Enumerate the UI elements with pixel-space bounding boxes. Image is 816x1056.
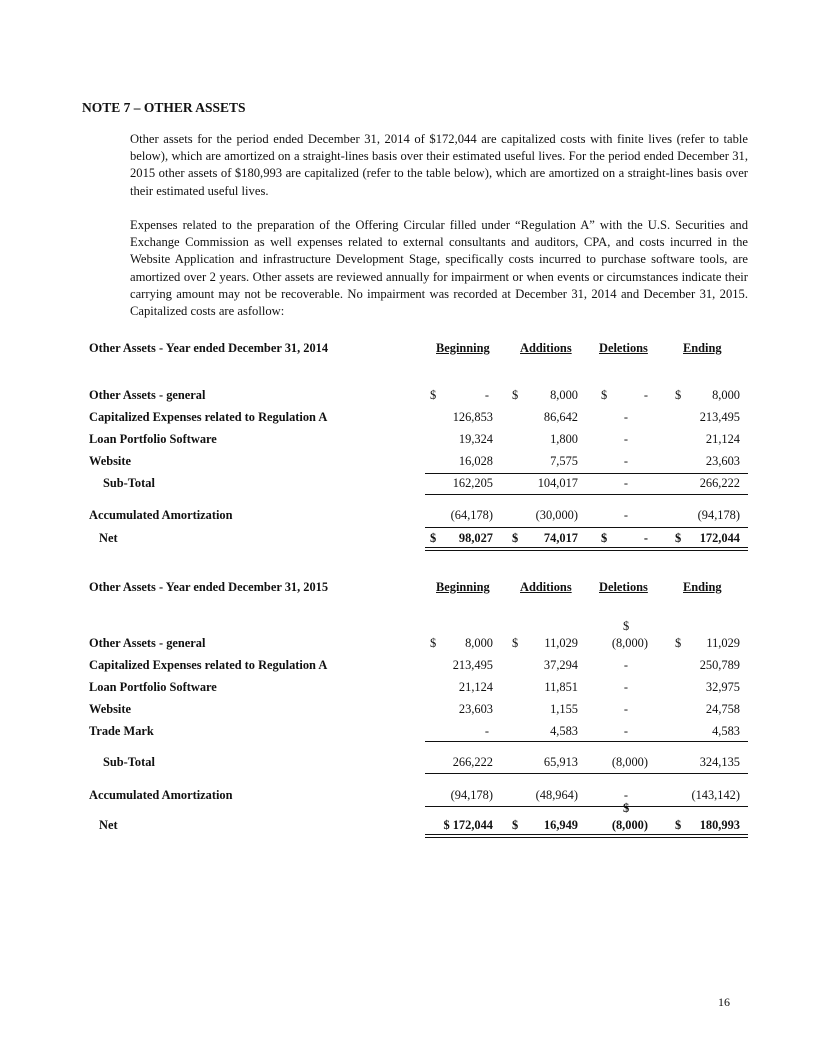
cell-beginning: (94,178) xyxy=(450,788,493,802)
currency-symbol: $ xyxy=(623,801,630,815)
cell-deletions: - xyxy=(623,658,628,672)
currency-symbol: $ xyxy=(430,388,437,402)
currency-symbol: $ xyxy=(512,531,519,545)
currency-symbol: $ xyxy=(430,636,437,650)
cell-deletions: - xyxy=(643,388,648,402)
row-label: Sub-Total xyxy=(103,755,155,769)
cell-beginning: - xyxy=(484,724,489,738)
row-label: Other Assets - general xyxy=(89,636,206,650)
cell-ending: 266,222 xyxy=(699,476,740,490)
row-label: Capitalized Expenses related to Regulation A xyxy=(89,658,328,672)
cell-ending: (94,178) xyxy=(697,508,740,522)
cell-additions: 65,913 xyxy=(543,755,578,769)
currency-symbol: $ xyxy=(675,531,682,545)
rule-line xyxy=(425,773,748,774)
note-heading: NOTE 7 – OTHER ASSETS xyxy=(82,100,246,115)
cell-ending: 32,975 xyxy=(705,680,740,694)
rule-line xyxy=(425,473,748,474)
cell-additions: 86,642 xyxy=(543,410,578,424)
column-header-deletions: Deletions xyxy=(599,341,648,355)
cell-deletions: - xyxy=(623,410,628,424)
cell-additions: 7,575 xyxy=(550,454,578,468)
cell-deletions: - xyxy=(643,531,648,545)
cell-beginning: 8,000 xyxy=(465,636,493,650)
double-rule-line xyxy=(425,834,748,838)
row-label: Sub-Total xyxy=(103,476,155,490)
currency-symbol: $ xyxy=(623,619,630,633)
paragraph-1: Other assets for the period ended December 31, 2014 of $172,044 are capitalized costs with finite lives (refer to table below), which are amortized on a straight-lines basis over their estimated useful lives. For the period ended December 31, 2015 other assets of $180,993 are capitalized (refer to the table below), which are amortized on a straight-lines basis over their estimated useful lives. xyxy=(130,132,748,198)
cell-additions: 1,155 xyxy=(550,702,578,716)
rule-line xyxy=(425,494,748,495)
currency-symbol: $ xyxy=(512,388,519,402)
cell-beginning: 16,028 xyxy=(458,454,493,468)
cell-beginning: $ 172,044 xyxy=(443,818,493,832)
table-title: Other Assets - Year ended December 31, 2015 xyxy=(89,580,329,594)
page-number: 16 xyxy=(718,995,730,1009)
cell-ending: 4,583 xyxy=(712,724,740,738)
cell-additions: 4,583 xyxy=(550,724,578,738)
row-label: Net xyxy=(99,531,118,545)
column-header-additions: Additions xyxy=(520,580,572,594)
cell-deletions: - xyxy=(623,476,628,490)
cell-beginning: 19,324 xyxy=(458,432,493,446)
paragraph-2: Expenses related to the preparation of the Offering Circular filled under “Regulation A” with the U.S. Securities and Exchange Commission as well expenses related to external consultants and auditors, CPA, and costs incurred in the Website Application and infrastructure Development Stage, specifically costs incurred to purchase software tools, are amortized over 2 years. Other assets are reviewed annually for impairment or when events or circumstances indicate their carrying amount may not be recoverable. No impairment was recorded at December 31, 2014 and December 31, 2015. Capitalized costs are asfollow: xyxy=(130,218,748,319)
cell-beginning: - xyxy=(484,388,489,402)
row-label: Loan Portfolio Software xyxy=(89,432,217,446)
currency-symbol: $ xyxy=(675,388,682,402)
cell-ending: 23,603 xyxy=(705,454,740,468)
currency-symbol: $ xyxy=(430,531,437,545)
cell-ending: 180,993 xyxy=(699,818,740,832)
cell-deletions: - xyxy=(623,702,628,716)
row-label: Capitalized Expenses related to Regulation A xyxy=(89,410,328,424)
cell-beginning: 98,027 xyxy=(458,531,493,545)
rule-line xyxy=(425,806,748,807)
cell-ending: 324,135 xyxy=(699,755,740,769)
cell-ending: 21,124 xyxy=(705,432,740,446)
currency-symbol: $ xyxy=(512,818,519,832)
cell-ending: 213,495 xyxy=(699,410,740,424)
cell-beginning: 21,124 xyxy=(458,680,493,694)
currency-symbol: $ xyxy=(675,818,682,832)
cell-additions: 8,000 xyxy=(550,388,578,402)
cell-deletions: - xyxy=(623,454,628,468)
cell-beginning: 162,205 xyxy=(452,476,493,490)
column-header-ending: Ending xyxy=(683,341,722,355)
table-title: Other Assets - Year ended December 31, 2014 xyxy=(89,341,329,355)
row-label: Website xyxy=(89,702,131,716)
cell-ending: (143,142) xyxy=(691,788,740,802)
cell-additions: 16,949 xyxy=(543,818,578,832)
currency-symbol: $ xyxy=(675,636,682,650)
row-label: Trade Mark xyxy=(89,724,154,738)
cell-additions: 37,294 xyxy=(543,658,578,672)
cell-additions: 74,017 xyxy=(543,531,578,545)
row-label: Net xyxy=(99,818,118,832)
column-header-additions: Additions xyxy=(520,341,572,355)
cell-deletions: - xyxy=(623,680,628,694)
column-header-ending: Ending xyxy=(683,580,722,594)
cell-ending: 11,029 xyxy=(706,636,740,650)
double-rule-line xyxy=(425,547,748,551)
cell-beginning: 266,222 xyxy=(452,755,493,769)
column-header-beginning: Beginning xyxy=(436,341,490,355)
cell-deletions: (8,000) xyxy=(611,636,648,650)
row-label: Website xyxy=(89,454,131,468)
cell-beginning: 126,853 xyxy=(452,410,493,424)
cell-deletions: - xyxy=(623,508,628,522)
cell-ending: 172,044 xyxy=(699,531,740,545)
cell-ending: 24,758 xyxy=(705,702,740,716)
cell-deletions: (8,000) xyxy=(611,818,648,832)
cell-deletions: - xyxy=(623,724,628,738)
cell-deletions: (8,000) xyxy=(611,755,648,769)
row-label: Loan Portfolio Software xyxy=(89,680,217,694)
cell-ending: 8,000 xyxy=(712,388,740,402)
cell-beginning: (64,178) xyxy=(450,508,493,522)
cell-beginning: 213,495 xyxy=(452,658,493,672)
cell-ending: 250,789 xyxy=(699,658,740,672)
row-label: Accumulated Amortization xyxy=(89,508,233,522)
cell-additions: 104,017 xyxy=(537,476,578,490)
cell-deletions: - xyxy=(623,788,628,802)
row-label: Other Assets - general xyxy=(89,388,206,402)
rule-line xyxy=(425,527,748,528)
cell-deletions: - xyxy=(623,432,628,446)
currency-symbol: $ xyxy=(512,636,519,650)
currency-symbol: $ xyxy=(601,388,608,402)
cell-additions: 1,800 xyxy=(550,432,578,446)
rule-line xyxy=(425,741,748,742)
cell-additions: (48,964) xyxy=(535,788,578,802)
cell-beginning: 23,603 xyxy=(458,702,493,716)
column-header-beginning: Beginning xyxy=(436,580,490,594)
currency-symbol: $ xyxy=(601,531,608,545)
cell-additions: 11,029 xyxy=(544,636,578,650)
cell-additions: (30,000) xyxy=(535,508,578,522)
column-header-deletions: Deletions xyxy=(599,580,648,594)
row-label: Accumulated Amortization xyxy=(89,788,233,802)
cell-additions: 11,851 xyxy=(544,680,578,694)
